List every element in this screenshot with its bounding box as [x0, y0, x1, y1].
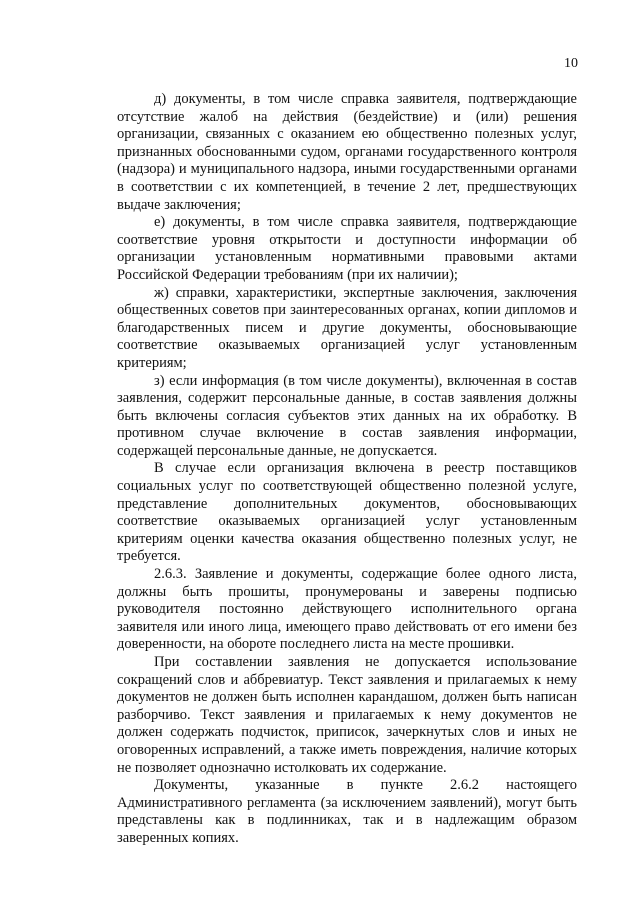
- paragraph-2-6-3: 2.6.3. Заявление и документы, содержащие более одного листа, должны быть прошиты, пронумерованы и заверены подписью руководителя постоянно действующего исполнительного органа заявителя или иного лица, имеющего право действовать от его имени без доверенности, на обороте последнего листа на месте прошивки.: [117, 566, 577, 653]
- paragraph-e: е) документы, в том числе справка заявителя, подтверждающие соответствие уровня открытости и доступности информации об организации установленным нормативными правовыми актами Российской Федерации требованиям (при их наличии);: [117, 214, 577, 283]
- paragraph-copies: Документы, указанные в пункте 2.6.2 настоящего Административного регламента (за исключением заявлений), могут быть представлены как в подлинниках, так и в надлежащим образом заверенных копиях.: [117, 777, 577, 846]
- document-body: [117, 91, 577, 848]
- page-number: 10: [564, 56, 578, 71]
- paragraph-d: д) документы, в том числе справка заявителя, подтверждающие отсутствие жалоб на действия (бездействие) и (или) решения организации, связанных с оказанием ею общественно полезных услуг, признанных обоснованными судом, органами государственного контроля (надзора) и муниципального надзора, иными государственными органами в соответствии с их компетенцией, в течение 2 лет, предшествующих выдаче заключения;: [117, 91, 577, 213]
- paragraph-zh: ж) справки, характеристики, экспертные заключения, заключения общественных советов при заинтересованных органах, копии дипломов и благодарственных писем и другие документы, обосновывающие соответствие оказываемых организацией услуг установленным критериям;: [117, 284, 577, 371]
- paragraph-registry-exception: В случае если организация включена в реестр поставщиков социальных услуг по соответствующей общественно полезной услуге, представление дополнительных документов, обосновывающих соответствие оказываемых организацией услуг установленным критериям оценки качества оказания общественно полезных услуг, не требуется.: [117, 460, 577, 565]
- paragraph-abbreviations: При составлении заявления не допускается использование сокращений слов и аббревиатур. Текст заявления и прилагаемых к нему документов не должен быть исполнен карандашом, должен быть написан разборчиво. Текст заявления и прилагаемых к нему документов не должен содержать подчисток, приписок, зачеркнутых слов и иных не оговоренных исправлений, а также иметь повреждения, наличие которых не позволяет однозначно истолковать их содержание.: [117, 654, 577, 776]
- paragraph-z: з) если информация (в том числе документы), включенная в состав заявления, содержит персональные данные, в состав заявления должны быть включены согласия субъектов этих данных на их обработку. В противном случае включение в состав заявления информации, содержащей персональные данные, не допускается.: [117, 372, 577, 459]
